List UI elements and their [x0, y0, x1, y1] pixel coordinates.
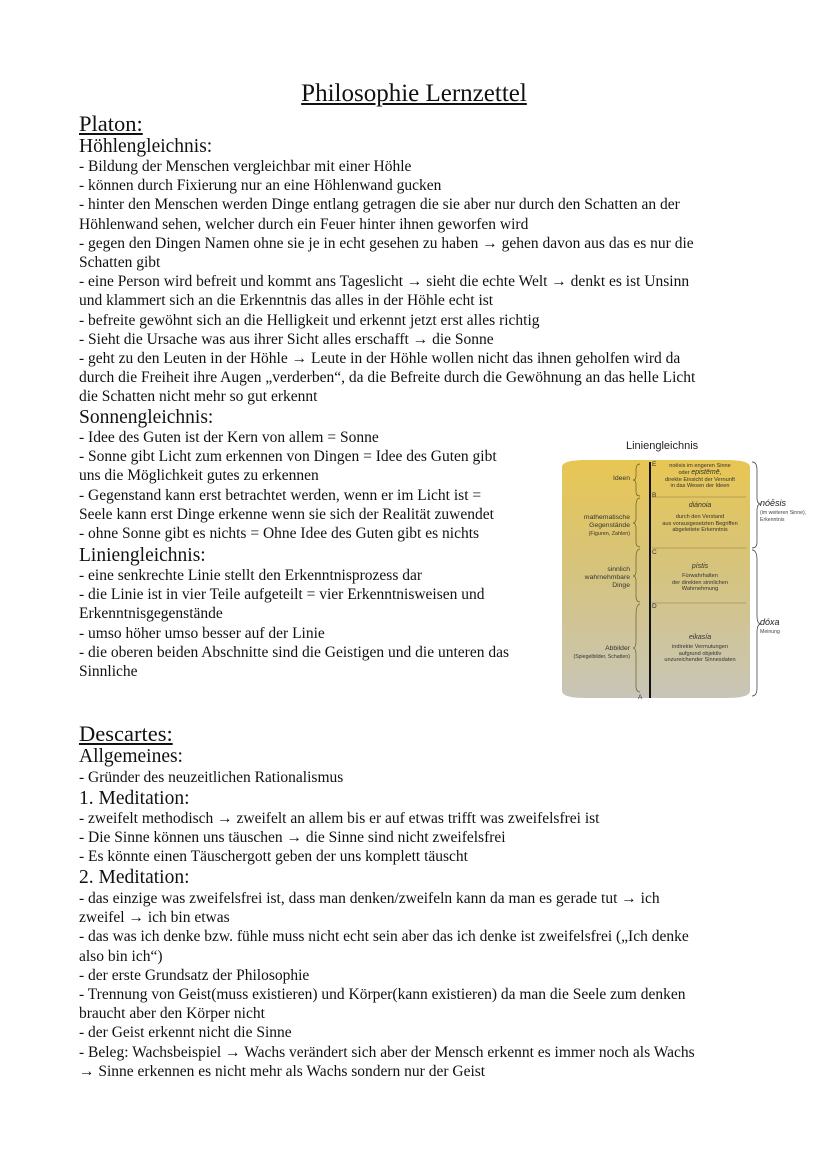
section-line — [652, 470, 748, 477]
label-line: mathematische — [583, 514, 630, 521]
section-line: durch den Verstand — [675, 513, 725, 520]
text-line: uns die Möglichkeit gutes zu erkennen — [79, 467, 319, 485]
text-line: Schatten gibt — [79, 254, 161, 272]
text-line: - Beleg: Wachsbeispiel → Wachs verändert sich aber der Mensch erkennt es immer noch als Wachs — [79, 1043, 695, 1061]
label-doxa: dóxa — [760, 617, 780, 627]
text-line: - hinter den Menschen werden Dinge entlang getragen die sie aber nur durch den Schatten an der — [79, 196, 680, 214]
label-noesis-weit: nóēsis — [760, 498, 787, 508]
section-line: aus vorausgesetzten Begriffen — [662, 520, 738, 527]
label-sinnliche-dinge — [560, 566, 630, 590]
section-line: Wahrnehmung — [681, 586, 719, 593]
section-word: oder — [678, 469, 690, 476]
text-line: Seele kann erst Dinge erkenne wenn sie sich der Realität zuwendet — [79, 505, 494, 523]
letter-b: B — [652, 492, 657, 499]
text-line: - Trennung von Geist(muss existieren) und Körper(kann existieren) da man die Seele zum denken — [79, 986, 686, 1004]
text-line: Erkenntnisgegenstände — [79, 605, 223, 623]
letter-e: E — [652, 461, 657, 468]
section-dianoia — [652, 503, 748, 534]
section-term — [652, 564, 748, 571]
label-ideen: Ideen — [612, 475, 630, 482]
text-line: - geht zu den Leuten in der Höhle → Leute in der Höhle wollen nicht das ihnen geholfen wird da — [79, 350, 681, 368]
liniengleichnis-text — [79, 566, 509, 681]
hoehlengleichnis-text — [79, 157, 695, 407]
label-noesis-sub2: Erkenntnis — [760, 517, 785, 523]
section-noesis — [652, 463, 748, 490]
letter-a: A — [638, 694, 643, 701]
text-line: - Gegenstand kann erst betrachtet werden, wenn er im Licht ist = — [79, 486, 482, 504]
section-line: Fürwahrhalten — [682, 572, 718, 579]
text-line: - zweifelt methodisch → zweifelt an allem bis er auf etwas trifft was zweifelsfrei ist — [79, 810, 600, 827]
section-term — [652, 503, 748, 510]
letter-c: C — [652, 549, 657, 556]
text-line: - Bildung der Menschen vergleichbar mit einer Höhle — [79, 158, 412, 175]
section-line: in das Wesen der Ideen — [670, 483, 730, 490]
subheading-meditation-2: 2. Meditation: — [79, 867, 190, 888]
subheading-allgemeines: Allgemeines: — [79, 746, 183, 767]
label-line: (Spiegelbilder, Schatten) — [573, 654, 630, 660]
text-line: - ohne Sonne gibt es nichts = Ohne Idee des Guten gibt es nichts — [79, 525, 480, 543]
section-term-text: eikasía — [688, 634, 712, 641]
meditation-1-text — [79, 809, 600, 867]
subheading-liniengleichnis: Liniengleichnis: — [79, 545, 206, 566]
liniengleichnis-figure — [556, 436, 818, 706]
section-line: abgeleitete Erkenntnis — [672, 527, 728, 534]
section-term: epistēmē, — [691, 468, 722, 476]
text-line: - umso höher umso besser auf der Linie — [79, 624, 325, 642]
sonnengleichnis-text — [79, 428, 497, 543]
section-term-text: pístis — [691, 563, 709, 570]
text-line: - Die Sinne können uns täuschen → die Sinne sind nicht zweifelsfrei — [79, 829, 506, 847]
meditation-2-text — [79, 889, 695, 1081]
label-line: Abbilder — [605, 645, 630, 652]
text-line: - können durch Fixierung nur an eine Höhlenwand gucken — [79, 177, 442, 195]
section-term-text: diánoia — [688, 502, 712, 509]
text-line: - Sieht die Ursache was aus ihrer Sicht alles erschafft → die Sonne — [79, 330, 494, 348]
text-line: - der erste Grundsatz der Philosophie — [79, 966, 310, 984]
section-line: der direkten sinnlichen — [672, 579, 728, 586]
section-heading-descartes: Descartes: — [79, 721, 173, 746]
section-pistis — [652, 564, 748, 593]
label-line: Gegenstände — [589, 522, 630, 529]
text-line: - Idee des Guten ist der Kern von allem = Sonne — [79, 429, 379, 446]
label-line: Dinge — [612, 582, 630, 589]
section-line: aufgrund objektiv — [678, 650, 722, 657]
text-line: - die oberen beiden Abschnitte sind die Geistigen und die unteren das — [79, 643, 510, 661]
text-line: - befreite gewöhnt sich an die Helligkeit und erkennt jetzt erst alles richtig — [79, 311, 540, 329]
text-line: - die Linie ist in vier Teile aufgeteilt = vier Erkenntnisweisen und — [79, 586, 485, 604]
text-line: - Es könnte einen Täuschergott geben der uns komplett täuscht — [79, 848, 468, 866]
text-line: - gegen den Dingen Namen ohne sie je in echt gesehen zu haben → gehen davon aus das es nur die — [79, 234, 694, 252]
text-line: braucht aber den Körper nicht — [79, 1005, 265, 1023]
subheading-hoehlengleichnis: Höhlengleichnis: — [79, 136, 213, 157]
text-line: - eine senkrechte Linie stellt den Erkenntnisprozess dar — [79, 567, 423, 584]
section-heading-platon: Platon: — [79, 111, 143, 136]
text-line: zweifel → ich bin etwas — [79, 909, 230, 927]
text-line: und klammert sich an die Erkenntnis das alles in der Höhle echt ist — [79, 292, 494, 310]
subheading-meditation-1: 1. Meditation: — [79, 788, 190, 809]
subheading-sonnengleichnis: Sonnengleichnis: — [79, 407, 214, 428]
page-title: Philosophie Lernzettel — [301, 80, 527, 107]
label-noesis-sub1: (im weiteren Sinne), — [760, 510, 807, 516]
text-line: - das einzige was zweifelsfrei ist, dass man denken/zweifeln kann da man es gerade tut → ich — [79, 890, 660, 907]
section-line: noēsis im engeren Sinne — [669, 463, 731, 469]
text-line: - Gründer des neuzeitlichen Rationalismus — [79, 769, 344, 786]
label-line: (Figuren, Zahlen) — [588, 531, 630, 537]
text-line: → Sinne erkennen es nicht mehr als Wachs sondern nur der Geist — [79, 1062, 486, 1080]
label-abbilder — [558, 645, 630, 661]
text-line: also bin ich“) — [79, 947, 163, 965]
letter-d: D — [652, 603, 657, 610]
allgemeines-text — [79, 768, 343, 787]
text-line: - eine Person wird befreit und kommt ans Tageslicht → sieht die echte Welt → denkt es ist Unsinn — [79, 273, 690, 291]
label-mathematische-gegenstaende — [560, 514, 630, 538]
text-line: - das was ich denke bzw. fühle muss nicht echt sein aber das ich denke ist zweifelsfrei („Ich denke — [79, 928, 689, 946]
text-line: - der Geist erkennt nicht die Sinne — [79, 1024, 292, 1042]
label-line: wahrnehmbare — [584, 574, 630, 581]
text-line: Höhlenwand sehen, welcher durch ein Feuer hinter ihnen geworfen wird — [79, 215, 529, 233]
text-line: Sinnliche — [79, 663, 138, 681]
section-term — [652, 635, 748, 642]
label-line: sinnlich — [607, 566, 630, 573]
section-eikasia — [652, 635, 748, 664]
section-line: unzureichender Sinnesdaten — [664, 657, 736, 664]
section-line: direkte Einsicht der Vernunft — [665, 476, 735, 483]
text-line: durch die Freiheit ihre Augen „verderben“, da die Befreite durch die Gewöhnung an das helle Licht — [79, 369, 696, 387]
figure-title: Liniengleichnis — [626, 440, 699, 452]
label-doxa-sub: Meinung — [760, 629, 780, 635]
text-line: die Schatten nicht mehr so gut erkennt — [79, 388, 318, 406]
text-line: - Sonne gibt Licht zum erkennen von Dingen = Idee des Guten gibt — [79, 448, 497, 466]
section-line: indirekte Vermutungen — [672, 643, 728, 650]
